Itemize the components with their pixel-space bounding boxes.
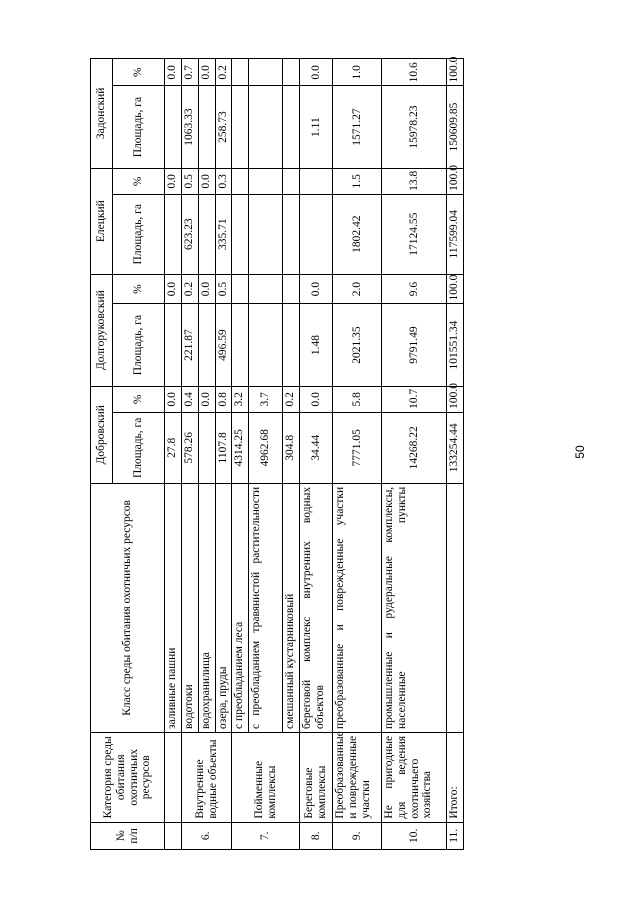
table-row [333,59,381,850]
cell-value: 0.0 [198,168,215,194]
cell-value [198,86,215,168]
row-class: промышленные и рудеральные комплексы, населенные пункты [381,483,446,732]
total-label: Итого: [447,732,464,822]
cell-value: 496.59 [215,304,232,386]
cell-value: 0.2 [215,59,232,86]
row-num: 6. [181,822,232,849]
cell-value [249,59,283,86]
cell-value [165,86,182,168]
cell-value: 0.8 [215,386,232,412]
cell-value: 1.0 [333,59,381,86]
row-class: преобразованные и поврежденные участки [333,483,381,732]
header-pct: % [113,274,165,304]
header-district: Добровский [91,386,113,483]
row-class: заливные пашни [165,483,182,732]
row-num: 11. [447,822,464,849]
cell-value [299,194,333,274]
cell-value [249,304,283,386]
cell-value [232,304,249,386]
cell-value: 0.2 [181,274,198,304]
cell-value: 0.5 [181,168,198,194]
header-district: Задонский [91,59,113,169]
row-category: Преобразованные и поврежденные участки [333,732,381,822]
cell-value: 9791.49 [381,304,446,386]
cell-value: 1107.8 [215,412,232,483]
cell-value: 578.26 [181,412,198,483]
cell-value: 0.0 [165,59,182,86]
cell-value: 0.0 [198,386,215,412]
row-class: с преобладанием травянистой растительности [249,483,283,732]
cell-value [282,304,299,386]
cell-value: 1.11 [299,86,333,168]
cell-value [232,168,249,194]
row-category [165,732,182,822]
cell-value [282,194,299,274]
header-pct: % [113,168,165,194]
cell-value [282,86,299,168]
cell-value [232,86,249,168]
cell-value: 13.8 [381,168,446,194]
cell-value: 1802.42 [333,194,381,274]
row-category: Пойменные комплексы [232,732,299,822]
cell-value: 0.0 [299,59,333,86]
row-class: водохранилища [198,483,215,732]
cell-value: 0.0 [165,274,182,304]
cell-value: 623.23 [181,194,198,274]
table-row [282,59,299,850]
cell-value: 7771.05 [333,412,381,483]
header-category: Категория среды обитания охотничьих ресурсов [91,732,165,822]
cell-value: 133254.44 [447,412,464,483]
row-class: водотоки [181,483,198,732]
habitat-table [90,58,464,850]
cell-value: 100.0 [447,168,464,194]
row-category: Внутренние водные объекты [181,732,232,822]
cell-value: 15978.23 [381,86,446,168]
header-pct: % [113,59,165,86]
cell-value: 221.87 [181,304,198,386]
cell-value: 1.48 [299,304,333,386]
row-class: смешанный кустарниковый [282,483,299,732]
cell-value: 0.4 [181,386,198,412]
cell-value [232,274,249,304]
header-district: Елецкий [91,168,113,274]
cell-value: 2021.35 [333,304,381,386]
cell-value [282,59,299,86]
cell-value: 4314.25 [232,412,249,483]
cell-value: 304.8 [282,412,299,483]
cell-value: 34.44 [299,412,333,483]
row-num [165,822,182,849]
cell-value [232,59,249,86]
cell-value: 150609.85 [447,86,464,168]
cell-value: 117599.04 [447,194,464,274]
cell-value: 9.6 [381,274,446,304]
cell-value: 0.0 [299,386,333,412]
cell-value [299,168,333,194]
table-row [215,59,232,850]
table-row [181,59,198,850]
cell-value: 5.8 [333,386,381,412]
table-row [232,59,249,850]
cell-value: 14268.22 [381,412,446,483]
cell-value: 10.6 [381,59,446,86]
table-row [249,59,283,850]
header-num: № п/п [91,822,165,849]
cell-value: 1063.33 [181,86,198,168]
header-area: Площадь, га [113,194,165,274]
cell-value: 0.0 [198,274,215,304]
cell-value: 0.7 [181,59,198,86]
table-row [381,59,446,850]
cell-value [249,274,283,304]
page-number: 50 [573,445,587,459]
row-num: 7. [232,822,299,849]
header-class: Класс среды обитания охотничьих ресурсов [91,483,165,732]
cell-value: 27.8 [165,412,182,483]
header-area: Площадь, га [113,304,165,386]
row-class: с преобладанием леса [232,483,249,732]
cell-value: 2.0 [333,274,381,304]
table-row [165,59,182,850]
table-row [198,59,215,850]
cell-value: 100.0 [447,274,464,304]
row-num: 9. [333,822,381,849]
row-class: береговой комплекс внутренних водных объектов [299,483,333,732]
cell-value [198,412,215,483]
row-category: Береговые комплексы [299,732,333,822]
cell-value: 100.0 [447,386,464,412]
header-pct: % [113,386,165,412]
cell-value: 0.0 [198,59,215,86]
cell-value: 4962.68 [249,412,283,483]
cell-value: 0.0 [165,386,182,412]
cell-value: 0.5 [215,274,232,304]
cell-value [165,194,182,274]
row-class [447,483,464,732]
table-row [299,59,333,850]
total-row [447,59,464,850]
cell-value: 100.0 [447,59,464,86]
cell-value: 0.2 [282,386,299,412]
rotated-table-container [90,58,464,850]
cell-value: 17124.55 [381,194,446,274]
cell-value: 0.0 [165,168,182,194]
cell-value [249,86,283,168]
header-area: Площадь, га [113,412,165,483]
row-class: озера, пруды [215,483,232,732]
cell-value: 1571.27 [333,86,381,168]
cell-value [232,194,249,274]
cell-value [198,304,215,386]
header-area: Площадь, га [113,86,165,168]
row-num: 10. [381,822,446,849]
cell-value [282,168,299,194]
cell-value: 1.5 [333,168,381,194]
cell-value: 3.2 [232,386,249,412]
cell-value: 258.73 [215,86,232,168]
cell-value [198,194,215,274]
cell-value: 0.0 [299,274,333,304]
row-category: Не пригодные для ведения охотничьего хозяйства [381,732,446,822]
cell-value: 0.3 [215,168,232,194]
cell-value: 10.7 [381,386,446,412]
cell-value: 101551.34 [447,304,464,386]
cell-value [282,274,299,304]
row-num: 8. [299,822,333,849]
cell-value: 3.7 [249,386,283,412]
header-district: Долгоруковский [91,274,113,386]
cell-value: 335.71 [215,194,232,274]
cell-value [165,304,182,386]
cell-value [249,168,283,194]
cell-value [249,194,283,274]
